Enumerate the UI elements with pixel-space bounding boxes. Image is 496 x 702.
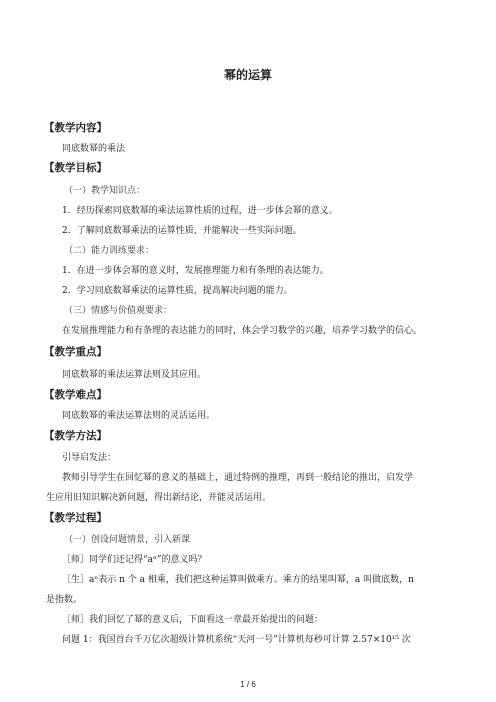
heading-content: 【教学内容】 [44,122,107,134]
method-text-2: 生应用旧知识解决新问题，得出新结论，并能灵活运用。 [46,493,272,503]
process-2: ［师］同学们还记得“aⁿ”的意义吗？ [62,555,207,565]
goal-2-1: 1．在进一步体会幂的意义时，发展推理能力和有条理的表达能力。 [62,266,329,276]
process-5: ［师］我们回忆了幂的意义后，下面看这一章最开始提出的问题： [62,615,324,625]
heading-process: 【教学过程】 [44,512,107,524]
method-text-1: 教师引导学生在回忆幂的意义的基础上，通过特例的推理，再到一般结论的推出，启发学 [62,473,414,483]
page-title: 幂的运算 [223,68,272,82]
content-text: 同底数幂的乘法 [62,144,126,154]
method-label: 引导启发法： [62,453,117,463]
goal-1-1: 1．经历探索同底数幂的乘法运算性质的过程，进一步体会幂的意义。 [62,206,338,216]
heading-goals: 【教学目标】 [44,162,107,174]
process-3: ［生］aⁿ表示 n 个 a 相乘，我们把这种运算叫做乘方。乘方的结果叫幂，a 叫做底数，n [62,575,414,585]
heading-key: 【教学重点】 [44,346,107,358]
goal-3-label: （三）情感与价值观要求： [64,306,173,316]
goal-2-2: 2．学习同底数幂乘法的运算性质，提高解决问题的能力。 [62,286,293,296]
heading-difficulty: 【教学难点】 [44,389,107,401]
page-number: 1 / 6 [240,680,256,689]
goal-3-1: 在发展推理能力和有条理的表达能力的同时，体会学习数学的兴趣，培养学习数学的信心。 [62,326,423,336]
process-4: 是指数。 [46,595,83,605]
goal-1-2: 2．了解同底数幂乘法的运算性质，并能解决一些实际问题。 [62,226,302,236]
goal-1-label: （一）教学知识点： [64,186,146,196]
key-text: 同底数幂的乘法运算法则及其应用。 [62,370,207,380]
process-1: （一）创设问题情景，引入新课 [64,535,191,545]
goal-2-label: （二）能力训练要求： [64,246,155,256]
heading-method: 【教学方法】 [44,430,107,442]
difficulty-text: 同底数幂的乘法运算法则的灵活运用。 [62,411,216,421]
process-6: 问题 1：我国首台千万亿次超级计算机系统“天河一号”计算机每秒可计算 2.57×10¹⁵ 次 [62,635,411,645]
